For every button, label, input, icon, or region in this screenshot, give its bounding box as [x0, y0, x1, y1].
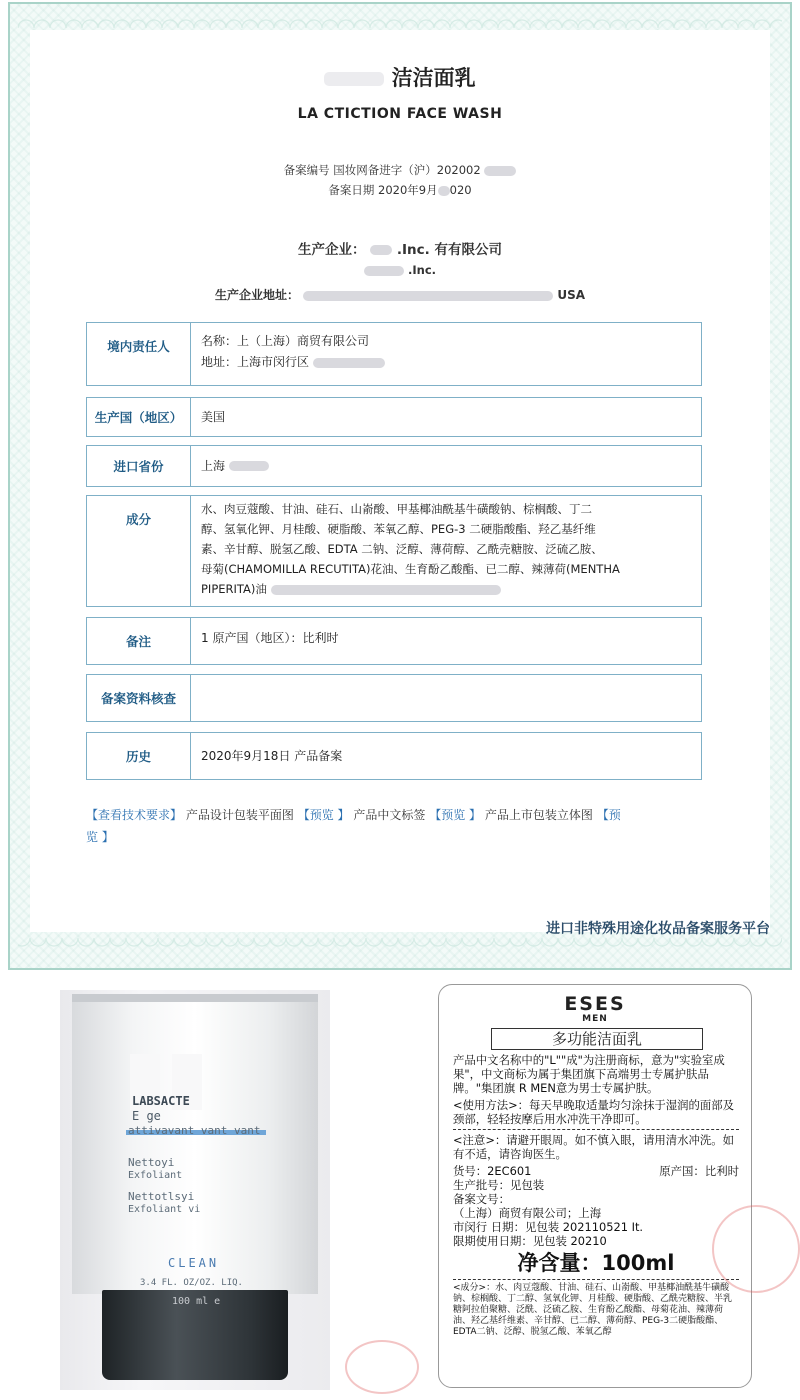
label-trademark-note: 产品中文名称中的"L""成"为注册商标，意为"实验室成果"，中文商标为属于集团旗下高端男士专属护肤品牌。"集团旗 R MEN意为男士专属护肤。	[453, 1053, 725, 1095]
product-tube-photo	[60, 990, 330, 1390]
product-title-en: LA CTICTION FACE WASH	[297, 106, 503, 122]
tube-volume: 3.4 FL. OZ/OZ. LIQ.	[140, 1278, 243, 1288]
record-date-tail: 020	[449, 183, 472, 197]
dashed-divider	[453, 1129, 739, 1130]
row-label: 备注	[87, 618, 191, 664]
redaction-blur	[229, 461, 269, 471]
label-brand: ESES	[564, 993, 626, 1015]
row-value: 2020年9月18日 产品备案	[201, 748, 343, 763]
tube-volume-ml: 100 ml e	[172, 1296, 221, 1307]
preview-market-package-link-cont[interactable]: 览 】	[86, 830, 114, 844]
dashed-divider	[453, 1279, 739, 1280]
redaction-blur	[438, 186, 450, 196]
redaction-blur	[303, 291, 553, 301]
platform-name: 进口非特殊用途化妆品备案服务平台	[546, 921, 770, 937]
redaction-blur	[271, 585, 501, 595]
tube-line: attivavant vant vant	[128, 1124, 261, 1137]
manufacturer-label: 生产企业：	[298, 242, 366, 258]
redaction-blur	[370, 245, 392, 255]
row-history	[86, 732, 702, 780]
row-value	[191, 323, 395, 385]
border-ornament-bottom	[18, 938, 782, 954]
row-value	[191, 446, 279, 486]
record-date-text: 备案日期 2020年9月	[328, 183, 438, 197]
manufacturer-address	[0, 286, 800, 303]
row-label: 进口省份	[87, 446, 191, 486]
preview-cn-label-link[interactable]: 【预览 】	[429, 808, 482, 822]
manufacturer-name-en: .Inc.	[407, 263, 437, 277]
row-label: 生产国（地区）	[87, 398, 191, 436]
design-label: 产品设计包装平面图	[185, 808, 294, 822]
label-company: （上海）商贸有限公司；上海	[453, 1206, 602, 1220]
row-country	[86, 397, 702, 437]
document-links	[86, 804, 700, 848]
view-tech-requirements-link[interactable]: 【查看技术要求】	[86, 808, 183, 822]
label-usage: <使用方法>：每天早晚取适量均匀涂抹于湿润的面部及颈部，轻轻按摩后用水冲洗干净即可。	[453, 1098, 735, 1126]
preview-design-link[interactable]: 【预览 】	[297, 808, 350, 822]
label-net-content: 净含量：100ml	[517, 1251, 675, 1275]
row-label: 历史	[87, 733, 191, 779]
label-batch: 生产批号：见包装	[453, 1178, 545, 1192]
row-remarks	[86, 617, 702, 665]
red-seal-stamp	[345, 1340, 419, 1394]
row-ingredients	[86, 495, 702, 607]
address-label: 生产企业地址：	[214, 288, 299, 302]
responsible-name: 名称：上（上海）商贸有限公司	[201, 334, 370, 348]
row-label: 备案资料核查	[87, 675, 191, 721]
record-number-text: 备案编号 国妆网备进字（沪）202002	[283, 163, 481, 177]
border-ornament-top	[18, 12, 782, 28]
tube-line: Nettotlsyi	[128, 1190, 195, 1203]
tube-line: Exfoliant vi	[128, 1204, 201, 1215]
row-verification	[86, 674, 702, 722]
label-origin: 原产国：比利时	[659, 1164, 739, 1178]
ingredients-line: 素、辛甘醇、脱氢乙酸、EDTA 二钠、泛醇、薄荷醇、乙酰壳糖胺、泛硫乙胺、	[201, 542, 603, 556]
tube-line: Exfoliant	[128, 1170, 183, 1181]
ingredients-line-text: PIPERITA)油	[201, 582, 267, 596]
label-company-2: 市闵行 日期：见包装 202110521 It.	[453, 1220, 644, 1234]
row-value: 美国	[201, 409, 226, 424]
product-title-text: 洁洁面乳	[391, 66, 476, 90]
redaction-blur	[364, 266, 404, 276]
manufacturer	[0, 238, 800, 258]
tube-crimp	[72, 994, 318, 1002]
manufacturer-en	[0, 263, 800, 277]
label-ingredients: <成分>：水、肉豆蔻酸、甘油、硅石、山嵛酸、甲基椰油酰基牛磺酸钠、棕榈酸、丁二醇、氢氧化钾、月桂酸、硬脂酸、乙酰壳糖胺、半乳糖阿拉伯聚糖、泛酰、泛硫乙胺、生育酚乙酸酯、母菊花油、辣薄荷油、羟乙基纤维素、辛甘醇、已二醇、薄荷醇、PEG-3二硬脂酸酯、EDTA二钠、泛醇、脱氢乙酸、苯氧乙醇	[453, 1283, 733, 1337]
tube-clean: CLEAN	[168, 1256, 220, 1270]
row-responsible-party	[86, 322, 702, 386]
row-value	[191, 675, 211, 721]
redaction-blur	[484, 166, 516, 176]
product-title	[0, 62, 800, 92]
row-import-province	[86, 445, 702, 487]
label-body	[453, 1053, 739, 1338]
redaction-blur	[324, 72, 384, 86]
redaction-blur	[313, 358, 385, 368]
label-caution: <注意>：请避开眼周。如不慎入眼，请用清水冲洗。如有不适，请咨询医生。	[453, 1133, 735, 1161]
chinese-label	[438, 984, 752, 1388]
responsible-address-text: 地址：上海市闵行区	[201, 355, 310, 369]
label-item-row	[453, 1164, 739, 1178]
label-brand-sub: MEN	[582, 1014, 608, 1024]
label-product-name: 多功能洁面乳	[491, 1028, 703, 1050]
ingredients-line	[201, 579, 620, 599]
cn-label-label: 产品中文标签	[353, 808, 426, 822]
label-item-no: 货号：2EC601	[453, 1164, 532, 1178]
label-record: 备案文号：	[453, 1192, 510, 1206]
market-package-label: 产品上市包装立体图	[484, 808, 593, 822]
record-date	[0, 182, 800, 198]
row-label: 境内责任人	[87, 323, 191, 385]
province-text: 上海	[201, 458, 226, 473]
manufacturer-name: .Inc. 有有限公司	[396, 242, 502, 258]
tube-line: E ge	[132, 1109, 161, 1123]
tube-line: Nettoyi	[128, 1156, 175, 1169]
row-value: 1 原产国（地区）：比利时	[201, 631, 339, 645]
label-expiry: 限期使用日期：见包装 20210	[453, 1234, 607, 1248]
address-value: USA	[557, 288, 586, 302]
tube-body	[72, 994, 318, 1294]
ingredients-line: 母菊(CHAMOMILLA RECUTITA)花油、生育酚乙酸酯、已二醇、辣薄荷(MENTHA	[201, 562, 620, 576]
preview-market-package-link[interactable]: 【预	[596, 808, 621, 822]
row-label: 成分	[87, 496, 191, 606]
record-number	[0, 162, 800, 178]
red-seal-stamp	[712, 1205, 800, 1293]
responsible-address	[201, 352, 385, 373]
row-value	[191, 496, 630, 606]
ingredients-line: 水、肉豆蔻酸、甘油、硅石、山嵛酸、甲基椰油酰基牛磺酸钠、棕榈酸、丁二	[201, 502, 592, 516]
tube-brand: LABSACTE	[132, 1094, 190, 1108]
ingredients-line: 醇、氢氧化钾、月桂酸、硬脂酸、苯氧乙醇、PEG-3 二硬脂酸酯、羟乙基纤维	[201, 522, 596, 536]
